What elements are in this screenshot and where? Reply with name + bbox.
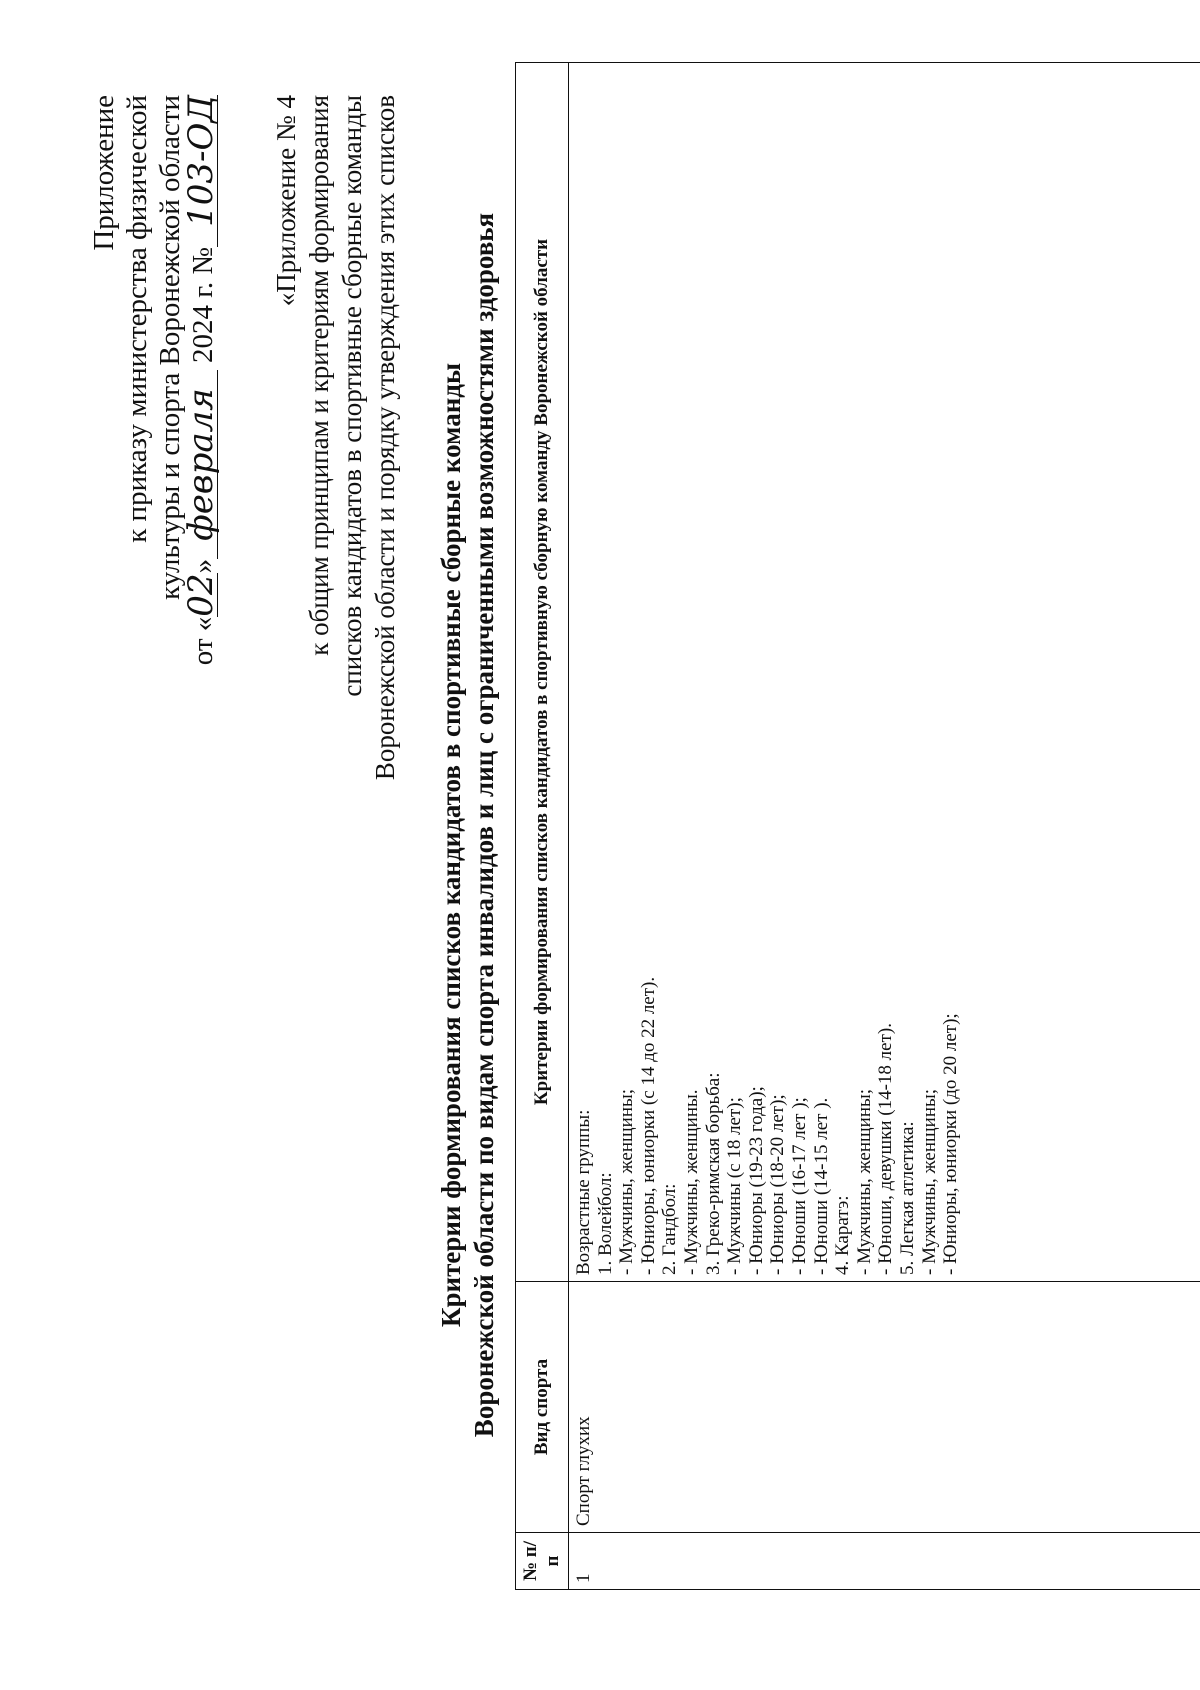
- document-title: [435, 0, 501, 1690]
- date-year: 2024 г. №: [187, 246, 219, 363]
- col-header-sport: Вид спорта: [516, 1282, 569, 1533]
- criteria-line: 4. Каратэ:: [832, 1195, 854, 1275]
- criteria-table: [515, 62, 1200, 1590]
- header-line-1: Приложение: [88, 95, 120, 251]
- criteria-line: - Юниоры, юниорки (с 14 до 22 лет).: [637, 976, 659, 1275]
- title-line-2: Воронежской области по видам спорта инвалидов и лиц с ограниченными возможностями здоровья: [469, 212, 499, 1438]
- criteria-line: - Юноши (16-17 лет );: [788, 1097, 810, 1275]
- title-line-1: Критерии формирования списков кандидатов в спортивные сборные команды: [436, 362, 466, 1328]
- date-day: 02: [181, 573, 221, 617]
- appendix-line-1: «Приложение № 4: [271, 95, 301, 307]
- criteria-line: - Мужчины, женщины;: [616, 1088, 638, 1275]
- order-header: [88, 95, 220, 855]
- criteria-line: 2. Гандбол:: [659, 1183, 681, 1275]
- col-header-criteria: Критерии формирования списков кандидатов в спортивную сборную команду Воронежской области: [516, 63, 569, 1282]
- criteria-line: - Юниоры (18-20 лет);: [767, 1094, 789, 1275]
- criteria-line: - Мужчины, женщины.: [680, 1089, 702, 1275]
- appendix-4-caption: [270, 95, 402, 855]
- order-number: 103-ОД: [181, 95, 221, 227]
- header-line-2: к приказу министерства физической: [121, 95, 153, 543]
- criteria-line: Возрастные группы:: [573, 1109, 594, 1275]
- header-line-3: культуры и спорта Воронежской области: [154, 95, 186, 600]
- appendix-line-3: списков кандидатов в спортивные сборные команды: [337, 95, 367, 697]
- table-header-row: [516, 63, 569, 1590]
- criteria-line: 3. Греко-римская борьба:: [702, 1072, 724, 1275]
- header-date-line: [181, 95, 221, 855]
- criteria-line: - Мужчины, женщины;: [853, 1088, 875, 1275]
- row-sport: Спорт глухих: [569, 1282, 1200, 1533]
- row-criteria: [569, 63, 1200, 1282]
- appendix-line-4: Воронежской области и порядку утверждения этих списков: [370, 95, 400, 781]
- criteria-line: 5. Легкая атлетика:: [896, 1121, 918, 1275]
- criteria-line: - Мужчины, женщины;: [918, 1088, 940, 1275]
- criteria-line: - Юноши, девушки (14-18 лет).: [875, 1023, 897, 1275]
- date-mid: »: [187, 558, 219, 574]
- criteria-line: - Юноши (14-15 лет ).: [810, 1097, 832, 1275]
- criteria-line: - Юниоры (19-23 года);: [745, 1086, 767, 1275]
- criteria-line: - Мужчины (с 18 лет);: [724, 1097, 746, 1275]
- row-number: 1: [569, 1533, 1200, 1590]
- table-row: [569, 63, 1200, 1590]
- col-header-number: № п/п: [516, 1533, 569, 1590]
- criteria-line: - Юниоры, юниорки (до 20 лет);: [940, 1013, 962, 1275]
- criteria-line: 1. Волейбол:: [594, 1172, 616, 1275]
- date-month: февраля: [181, 388, 221, 541]
- date-prefix: от «: [187, 616, 219, 666]
- appendix-line-2: к общим принципам и критериям формирования: [304, 95, 334, 656]
